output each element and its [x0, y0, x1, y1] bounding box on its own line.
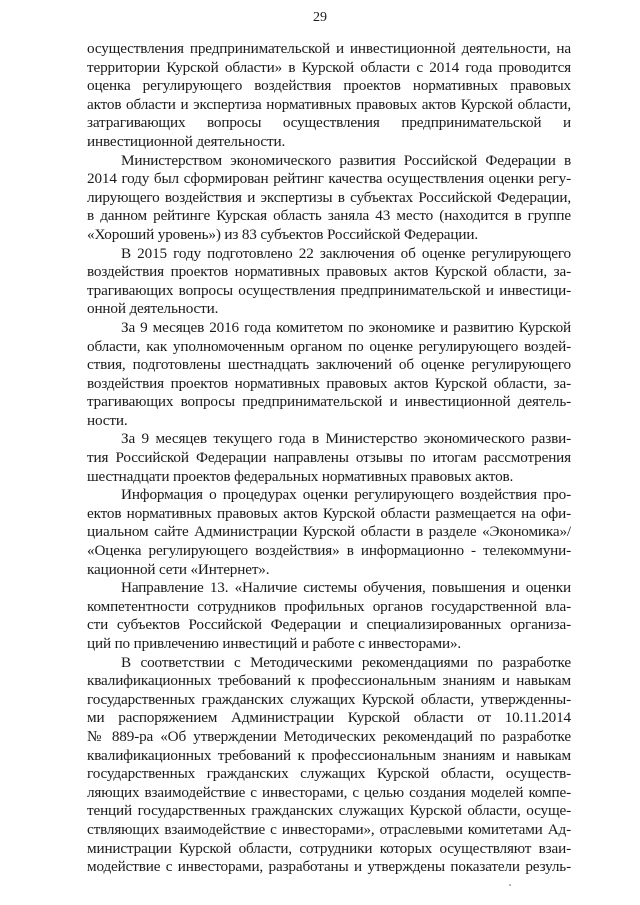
text-line: компетентности сотрудников профильных органов государственной вла-	[87, 597, 571, 615]
text-line: В 2015 году подготовлено 22 заключения об оценке регулирующего	[121, 244, 571, 262]
text-line: Информация о процедурах оценки регулирующего воздействия про-	[121, 486, 571, 504]
text-line: ствия, подготовлены шестнадцать заключений об оценке регулирующего	[87, 356, 571, 374]
text-line: затрагивающих вопросы осуществления предпринимательской и	[87, 114, 571, 132]
text-line: ектов нормативных правовых актов Курской области размещается на офи-	[87, 504, 571, 522]
text-line: 2014 году был сформирован рейтинг качества осуществления оценки регу-	[87, 170, 571, 188]
text-line: циальном сайте Администрации Курской области в разделе «Экономика»/	[87, 523, 571, 541]
text-line: ций по привлечению инвестиций и работе с инвесторами».	[87, 635, 462, 652]
text-line: инвестиционной деятельности.	[87, 132, 286, 150]
text-line: модействие с инвесторами, разработаны и утверждены показатели резуль-	[87, 858, 571, 876]
paragraph	[87, 152, 571, 245]
text-line: В соответствии с Методическими рекомендациями по разработке	[121, 653, 571, 671]
text-line: онной деятельности.	[87, 300, 219, 318]
text-line: ми распоряжением Администрации Курской области от 10.11.2014	[87, 709, 571, 727]
paragraph	[87, 486, 571, 579]
text-line: квалификационных требований к профессиональным знаниям и навыкам	[87, 746, 571, 764]
text-line: актов области и экспертиза нормативных правовых актов Курской области,	[87, 95, 571, 113]
paragraph	[87, 579, 571, 653]
page-number: 29	[313, 10, 327, 25]
paragraph	[87, 40, 571, 152]
text-line: сти субъектов Российской Федерации и специализированных организа-	[87, 616, 571, 634]
text-line: в данном рейтинге Курская область заняла 43 место (находится в группе	[87, 207, 571, 225]
text-line: № 889-ра «Об утверждении Методических рекомендаций по разработке	[87, 727, 571, 745]
text-line: «Хороший уровень») из 83 субъектов Российской Федерации.	[87, 225, 478, 243]
paragraph	[87, 319, 571, 431]
document-body	[87, 40, 571, 877]
text-line: тия Российской Федерации направлены отзывы по итогам рассмотрения	[87, 449, 571, 467]
text-line: области, как уполномоченным органом по оценке регулирующего воздей-	[87, 337, 571, 355]
text-line: Министерством экономического развития Российской Федерации в	[121, 151, 571, 169]
paragraph	[87, 654, 571, 877]
paragraph	[87, 430, 571, 486]
text-line: тенций государственных гражданских служащих Курской области, осуще-	[87, 802, 571, 820]
text-line: территории Курской области» в Курской области с 2014 года проводится	[87, 58, 571, 76]
text-line: кационной сети «Интернет».	[87, 560, 270, 578]
text-line: воздействия проектов нормативных правовых актов Курской области, за-	[87, 263, 571, 281]
text-line: За 9 месяцев текущего года в Министерство экономического разви-	[121, 430, 571, 448]
text-line: Направление 13. «Наличие системы обучения, повышения и оценки	[121, 579, 571, 597]
text-line: ствляющих взаимодействие с инвесторами», отраслевыми комитетами Ад-	[87, 820, 571, 838]
text-line: министрации Курской области, сотрудники которых осуществляют взаи-	[87, 839, 571, 857]
text-line: ляющих взаимодействие с инвесторами, с целью создания моделей компе-	[87, 783, 571, 801]
text-line: трагивающих вопросы предпринимательской и инвестиционной деятель-	[87, 393, 571, 411]
text-line: ности.	[87, 411, 128, 429]
scan-artifact	[509, 884, 511, 886]
text-line: государственных гражданских служащих Курской области, осуществ-	[87, 765, 571, 783]
text-line: государственных гражданских служащих Курской области, утвержденны-	[87, 690, 571, 708]
text-line: шестнадцати проектов федеральных нормативных правовых актов.	[87, 467, 514, 485]
text-line: лирующего воздействия и экспертизы в субъектах Российской Федерации,	[87, 188, 571, 206]
text-line: «Оценка регулирующего воздействия» в информационно - телекоммуни-	[87, 542, 571, 560]
text-line: За 9 месяцев 2016 года комитетом по экономике и развитию Курской	[121, 318, 571, 336]
text-line: воздействия проектов нормативных правовых актов Курской области, за-	[87, 374, 571, 392]
text-line: трагивающих вопросы осуществления предпринимательской и инвестици-	[87, 281, 571, 299]
text-line: осуществления предпринимательской и инвестиционной деятельности, на	[87, 40, 571, 57]
text-line: квалификационных требований к профессиональным знаниям и навыкам	[87, 672, 571, 690]
paragraph	[87, 245, 571, 319]
text-line: оценка регулирующего воздействия проектов нормативных правовых	[87, 77, 571, 95]
